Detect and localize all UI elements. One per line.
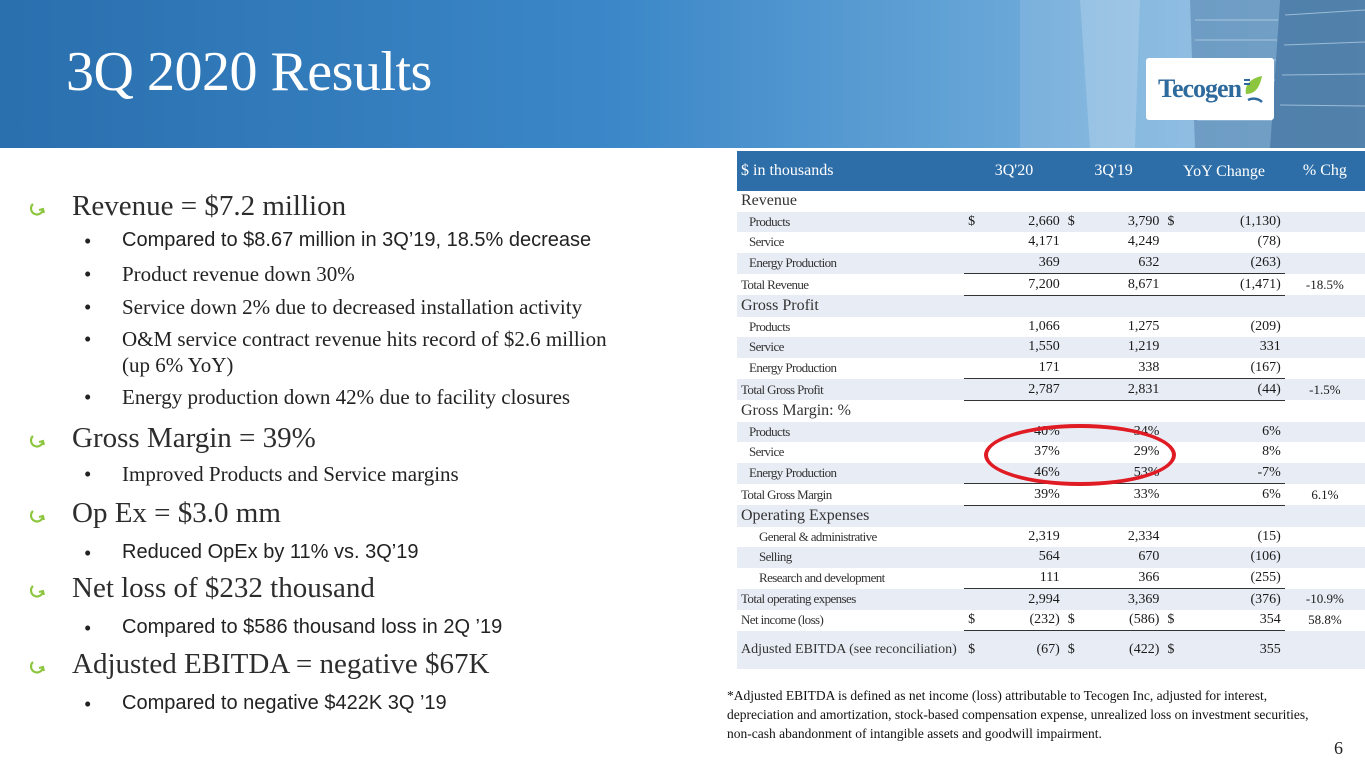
curved-arrow-icon	[30, 658, 46, 674]
bullet-dot: •	[84, 541, 92, 565]
pct-change	[1285, 317, 1365, 338]
value-cell	[1163, 379, 1284, 401]
col-header-3q20: 3Q'20	[964, 151, 1064, 191]
col-header-pct-chg: % Chg	[1285, 151, 1365, 191]
value-cell	[1163, 463, 1284, 484]
row-label: Products	[737, 212, 964, 233]
value-cell	[1064, 589, 1164, 610]
financial-results-table	[737, 151, 1365, 669]
value-text: 7,200	[1028, 276, 1060, 292]
row-label: Energy Production	[737, 463, 964, 484]
value-cell	[1064, 317, 1164, 338]
value-text: 171	[1038, 360, 1060, 376]
value-cell	[964, 379, 1064, 401]
dollar-sign: $	[1067, 642, 1075, 658]
row-label: Service	[737, 442, 964, 463]
value-cell	[1064, 568, 1164, 589]
curved-arrow-icon	[30, 507, 46, 523]
value-cell	[1163, 527, 1284, 548]
table-row	[737, 232, 1365, 253]
value-cell	[1064, 547, 1164, 568]
value-text: (255)	[1250, 569, 1281, 585]
value-text: (263)	[1250, 255, 1281, 271]
table-row	[737, 358, 1365, 379]
sub-bullet-text: Compared to $586 thousand loss in 2Q ’19	[122, 616, 503, 638]
value-cell	[1163, 631, 1284, 669]
value-text: (44)	[1257, 381, 1281, 397]
table-row	[737, 212, 1365, 233]
value-cell	[1064, 274, 1164, 296]
value-cell	[1163, 232, 1284, 253]
value-text: (209)	[1250, 318, 1281, 334]
table-row	[737, 484, 1365, 506]
value-text: 4,171	[1028, 234, 1060, 250]
main-bullet-text: Revenue = $7.2 million	[72, 190, 347, 222]
highlight-oval	[984, 424, 1176, 486]
value-text: (1,130)	[1239, 213, 1281, 229]
ebitda-footnote: *Adjusted EBITDA is defined as net income (loss) attributable to Tecogen Inc, adjusted for interest, depreciation and amortization, stock-based compensation expense, unrealized loss on investment securities, non-cash abandonment of intangible assets and goodwill impairment.	[727, 688, 1309, 741]
pct-change	[1285, 253, 1365, 274]
tecogen-logo	[1146, 58, 1274, 120]
value-cell	[1163, 442, 1284, 463]
leaf-logo-icon	[1242, 72, 1268, 106]
empty-cell	[1163, 505, 1284, 526]
row-label: Service	[737, 232, 964, 253]
col-header-3q19: 3Q'19	[1064, 151, 1164, 191]
value-cell	[1064, 253, 1164, 274]
dollar-sign: $	[1067, 612, 1075, 628]
empty-cell	[1285, 191, 1365, 212]
value-text: 670	[1138, 549, 1160, 565]
empty-cell	[1285, 400, 1365, 421]
bullet-dot: •	[84, 295, 92, 319]
row-label: Energy Production	[737, 358, 964, 379]
value-text: (232)	[1029, 612, 1060, 628]
row-label: Total Gross Margin	[737, 484, 964, 506]
value-cell	[1064, 337, 1164, 358]
value-text: 632	[1138, 255, 1160, 271]
value-text: (167)	[1250, 360, 1281, 376]
main-bullet-text: Adjusted EBITDA = negative $67K	[72, 648, 490, 680]
value-cell	[964, 527, 1064, 548]
value-cell	[1163, 484, 1284, 506]
pct-change	[1285, 568, 1365, 589]
value-text: 564	[1038, 549, 1060, 565]
pct-change	[1285, 337, 1365, 358]
value-cell	[1064, 484, 1164, 506]
col-header-yoy-change: YoY Change	[1163, 151, 1284, 191]
empty-cell	[1064, 295, 1164, 316]
row-label: Total operating expenses	[737, 589, 964, 610]
value-text: 2,994	[1028, 591, 1060, 607]
row-label: Products	[737, 422, 964, 443]
dollar-sign: $	[1067, 213, 1075, 229]
empty-cell	[1064, 400, 1164, 421]
value-cell	[1064, 358, 1164, 379]
table-row	[737, 295, 1365, 316]
empty-cell	[1285, 505, 1365, 526]
value-text: 40%	[1034, 423, 1060, 439]
dollar-sign: $	[1167, 642, 1175, 658]
pct-change: -1.5%	[1285, 379, 1365, 401]
row-label: Total Revenue	[737, 274, 964, 296]
dollar-sign: $	[968, 213, 976, 229]
value-cell	[1163, 337, 1284, 358]
row-label: Research and development	[737, 568, 964, 589]
value-text: 4,249	[1127, 234, 1160, 250]
value-cell	[964, 589, 1064, 610]
sub-bullet-text: Reduced OpEx by 11% vs. 3Q’19	[122, 541, 419, 563]
bullet-dot: •	[84, 327, 92, 351]
value-cell	[964, 610, 1064, 631]
value-cell	[964, 337, 1064, 358]
dollar-sign: $	[1167, 612, 1175, 628]
value-text: 1,066	[1028, 318, 1060, 334]
value-text: 34%	[1133, 423, 1160, 439]
value-text: 2,319	[1028, 528, 1060, 544]
value-cell	[1064, 610, 1164, 631]
value-text: 33%	[1133, 486, 1160, 502]
table-row	[737, 274, 1365, 296]
row-label: Products	[737, 317, 964, 338]
empty-cell	[1064, 191, 1164, 212]
sub-bullet-text: Compared to $8.67 million in 3Q’19, 18.5% decrease	[122, 229, 592, 251]
table-row	[737, 400, 1365, 421]
table-row	[737, 568, 1365, 589]
table-row	[737, 505, 1365, 526]
empty-cell	[964, 400, 1064, 421]
value-text: 3,790	[1127, 213, 1160, 229]
table-row	[737, 547, 1365, 568]
value-text: (106)	[1250, 549, 1281, 565]
value-cell	[964, 568, 1064, 589]
value-cell	[964, 232, 1064, 253]
pct-change: 58.8%	[1285, 610, 1365, 631]
value-cell	[1064, 631, 1164, 669]
value-text: (422)	[1129, 642, 1160, 658]
value-cell	[1064, 379, 1164, 401]
value-cell	[964, 212, 1064, 233]
empty-cell	[964, 505, 1064, 526]
row-label: Total Gross Profit	[737, 379, 964, 401]
value-text: 6%	[1262, 423, 1281, 439]
value-text: 8,671	[1127, 276, 1160, 292]
table-row	[737, 191, 1365, 212]
value-text: 366	[1138, 569, 1160, 585]
bullet-dot: •	[84, 385, 92, 409]
value-text: -7%	[1257, 465, 1281, 481]
sub-bullet-text: Improved Products and Service margins	[122, 462, 459, 486]
bullet-dot: •	[84, 262, 92, 286]
row-label: Service	[737, 337, 964, 358]
table-row	[737, 610, 1365, 631]
table-row	[737, 379, 1365, 401]
value-text: 46%	[1034, 465, 1060, 481]
value-text: 37%	[1034, 444, 1060, 460]
pct-change: 6.1%	[1285, 484, 1365, 506]
table-row	[737, 253, 1365, 274]
section-label: Gross Margin: %	[737, 400, 964, 421]
value-text: 2,660	[1028, 213, 1060, 229]
value-text: (78)	[1257, 234, 1281, 250]
page-number: 6	[1334, 738, 1343, 758]
value-text: (15)	[1257, 528, 1281, 544]
section-label: Gross Profit	[737, 295, 964, 316]
section-label: Operating Expenses	[737, 505, 964, 526]
value-cell	[1163, 610, 1284, 631]
sub-bullet-text: O&M service contract revenue hits record of $2.6 million	[122, 327, 607, 351]
value-text: 354	[1259, 612, 1281, 628]
sub-bullet-text: Energy production down 42% due to facility closures	[122, 385, 571, 409]
value-text: 8%	[1262, 444, 1281, 460]
table-header-row	[737, 151, 1365, 191]
value-text: 2,334	[1127, 528, 1160, 544]
pct-change: -10.9%	[1285, 589, 1365, 610]
main-bullet-text: Op Ex = $3.0 mm	[72, 497, 281, 529]
value-cell	[964, 358, 1064, 379]
value-text: 355	[1259, 642, 1281, 658]
value-text: (1,471)	[1239, 276, 1281, 292]
value-cell	[1163, 589, 1284, 610]
pct-change	[1285, 212, 1365, 233]
value-text: (67)	[1036, 642, 1060, 658]
value-cell	[1163, 568, 1284, 589]
value-text: 3,369	[1127, 591, 1160, 607]
empty-cell	[964, 295, 1064, 316]
value-cell	[964, 253, 1064, 274]
value-cell	[1163, 253, 1284, 274]
value-cell	[1064, 527, 1164, 548]
value-text: 1,550	[1028, 339, 1060, 355]
value-cell	[1163, 358, 1284, 379]
curved-arrow-icon	[30, 432, 46, 448]
row-label: Selling	[737, 547, 964, 568]
value-text: 369	[1038, 255, 1060, 271]
empty-cell	[1163, 295, 1284, 316]
pct-change	[1285, 442, 1365, 463]
sub-bullet-text: Product revenue down 30%	[122, 262, 355, 286]
title-banner	[0, 0, 1365, 148]
value-text: 6%	[1262, 486, 1281, 502]
value-text: 2,787	[1028, 381, 1060, 397]
sub-bullet-text: Service down 2% due to decreased installation activity	[122, 295, 583, 319]
pct-change	[1285, 631, 1365, 669]
dollar-sign: $	[968, 612, 976, 628]
empty-cell	[1285, 295, 1365, 316]
value-cell	[1163, 274, 1284, 296]
col-header-label: $ in thousands	[737, 151, 964, 191]
bullet-dot: •	[84, 229, 92, 253]
value-cell	[1163, 547, 1284, 568]
pct-change	[1285, 463, 1365, 484]
value-text: 331	[1259, 339, 1281, 355]
dollar-sign: $	[968, 642, 976, 658]
curved-arrow-icon	[30, 200, 46, 216]
pct-change	[1285, 232, 1365, 253]
sub-bullet-text: (up 6% YoY)	[122, 353, 234, 377]
logo-text: Tecogen	[1158, 74, 1242, 103]
value-cell	[964, 547, 1064, 568]
value-text: (586)	[1129, 612, 1160, 628]
value-text: 111	[1039, 569, 1060, 585]
value-text: 1,275	[1127, 318, 1160, 334]
empty-cell	[1163, 191, 1284, 212]
main-bullet-text: Net loss of $232 thousand	[72, 572, 375, 604]
value-cell	[1163, 317, 1284, 338]
value-cell	[1163, 422, 1284, 443]
value-cell	[1064, 212, 1164, 233]
value-cell	[1064, 232, 1164, 253]
empty-cell	[1163, 400, 1284, 421]
dollar-sign: $	[1167, 213, 1175, 229]
table-row	[737, 317, 1365, 338]
main-bullet-text: Gross Margin = 39%	[72, 422, 316, 454]
value-cell	[964, 631, 1064, 669]
table-row	[737, 337, 1365, 358]
value-text: 338	[1138, 360, 1160, 376]
table-row	[737, 631, 1365, 669]
pct-change	[1285, 547, 1365, 568]
bullet-dot: •	[84, 462, 92, 486]
value-text: 53%	[1133, 465, 1160, 481]
row-label: Energy Production	[737, 253, 964, 274]
pct-change	[1285, 422, 1365, 443]
value-cell	[1163, 212, 1284, 233]
value-text: 1,219	[1127, 339, 1160, 355]
row-label: General & administrative	[737, 527, 964, 548]
bullet-dot: •	[84, 616, 92, 640]
bullet-dot: •	[84, 692, 92, 716]
sub-bullet-text: Compared to negative $422K 3Q ’19	[122, 692, 447, 714]
value-cell	[964, 274, 1064, 296]
row-label: Adjusted EBITDA (see reconciliation)	[737, 631, 964, 669]
row-label: Net income (loss)	[737, 610, 964, 631]
table-row	[737, 589, 1365, 610]
empty-cell	[1064, 505, 1164, 526]
value-text: (376)	[1250, 591, 1281, 607]
section-label: Revenue	[737, 191, 964, 212]
table-row	[737, 527, 1365, 548]
value-cell	[964, 317, 1064, 338]
value-cell	[964, 484, 1064, 506]
value-text: 39%	[1034, 486, 1060, 502]
pct-change	[1285, 527, 1365, 548]
value-text: 29%	[1133, 444, 1160, 460]
value-text: 2,831	[1127, 381, 1160, 397]
empty-cell	[964, 191, 1064, 212]
slide-title: 3Q 2020 Results	[66, 41, 432, 103]
pct-change: -18.5%	[1285, 274, 1365, 296]
curved-arrow-icon	[30, 582, 46, 598]
pct-change	[1285, 358, 1365, 379]
